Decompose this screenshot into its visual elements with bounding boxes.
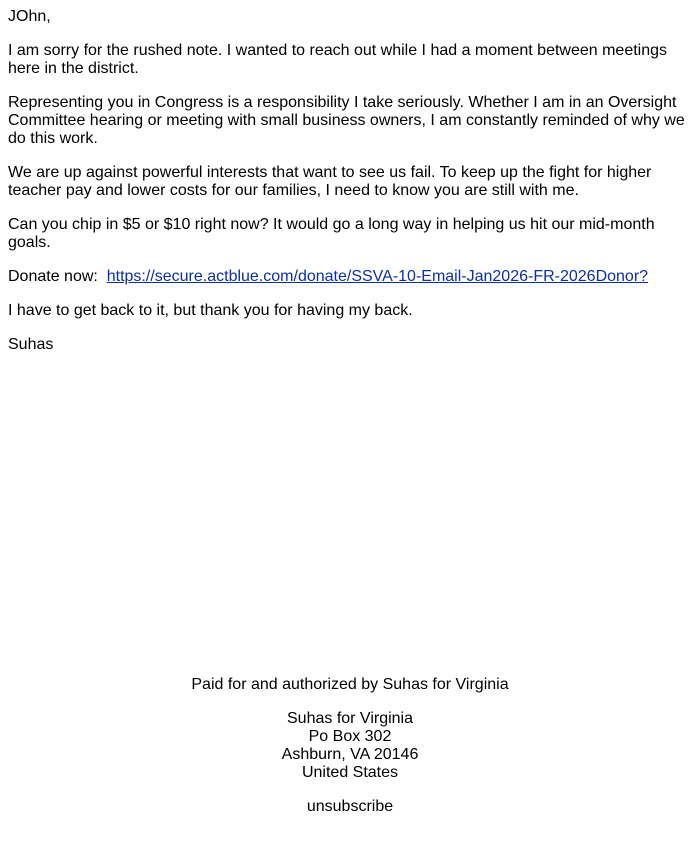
unsubscribe-line [0, 798, 700, 816]
paragraph-intro: I am sorry for the rushed note. I wanted to reach out while I had a moment between meetings here in the district. [8, 42, 668, 77]
signature: Suhas [8, 336, 54, 353]
unsubscribe-link[interactable]: unsubscribe [306, 798, 394, 815]
address-line1: Po Box 302 [308, 728, 392, 745]
donate-link[interactable]: https://secure.actblue.com/donate/SSVA-10-Email-Jan2026-FR-2026Donor? [106, 268, 649, 285]
closing: I have to get back to it, but thank you for having my back. [8, 302, 413, 319]
address-name: Suhas for Virginia [287, 710, 413, 727]
paragraph-fight: We are up against powerful interests that want to see us fail. To keep up the fight for higher teacher pay and lower costs for our families, I need to know you are still with me. [8, 164, 652, 199]
address-city-line: Ashburn, VA 20146 [281, 746, 419, 763]
paid-for-disclaimer: Paid for and authorized by Suhas for Virginia [191, 676, 509, 693]
email-footer [0, 676, 700, 832]
paragraph-congress: Representing you in Congress is a responsibility I take seriously. Whether I am in an Oversight Committee hearing or meeting with small business owners, I am constantly reminded of why we do this work. [8, 94, 685, 147]
mailing-address [0, 710, 700, 782]
donate-label: Donate now: [8, 268, 98, 285]
greeting: JOhn, [8, 8, 51, 25]
address-country: United States [301, 764, 399, 781]
email-body [8, 8, 692, 370]
paragraph-ask: Can you chip in $5 or $10 right now? It would go a long way in helping us hit our mid-month goals. [8, 216, 655, 251]
donate-line [8, 268, 692, 286]
